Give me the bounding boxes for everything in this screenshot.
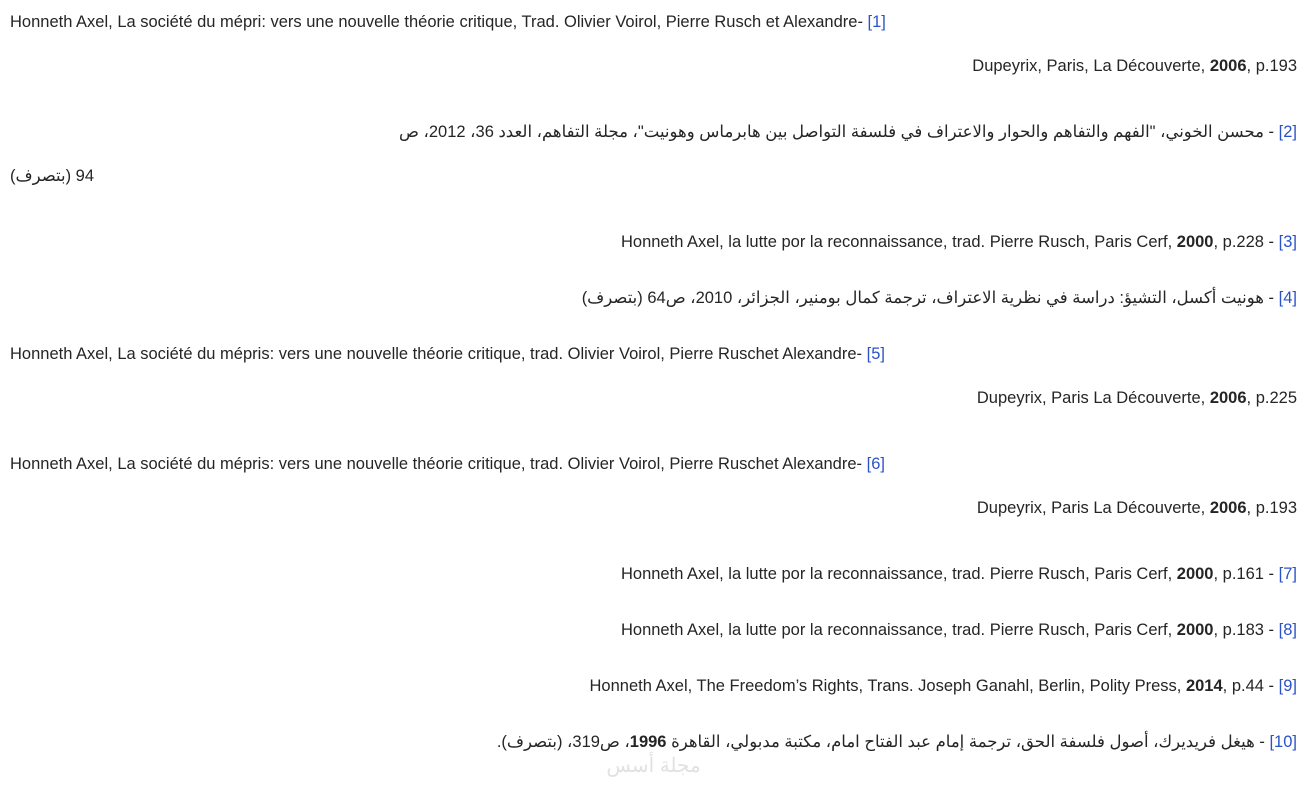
endnote-2-marker[interactable]: [2] (1278, 123, 1297, 141)
endnote-8-line-1 (10, 608, 1297, 652)
endnote-5-line-2 (10, 376, 1297, 420)
endnote-4 (10, 276, 1297, 320)
endnote-3-post: , p.228 (1213, 233, 1264, 251)
endnote-10-marker[interactable]: [10] (1269, 733, 1297, 751)
endnote-2-line2: 94 (بتصرف) (10, 167, 95, 185)
endnote-1-text: Honneth Axel, La société du mépri: vers une nouvelle théorie critique, Trad. Olivier Voirol, Pierre Rusch et Alexandre (10, 13, 858, 31)
endnote-3-dash: - (1268, 233, 1275, 251)
endnote-3-year: 2000 (1176, 233, 1214, 251)
endnote-9 (10, 664, 1297, 708)
note-gap (10, 652, 1297, 664)
endnote-6-line2-pre: Dupeyrix, Paris La Découverte, (976, 499, 1210, 517)
endnote-4-line-1 (10, 276, 1297, 320)
endnote-1 (10, 0, 1297, 88)
endnote-7-pre: Honneth Axel, la lutte por la reconnaissance, trad. Pierre Rusch, Paris Cerf, (620, 565, 1177, 583)
endnote-2-line-1 (10, 110, 1297, 154)
page-watermark: مجلة أسس (606, 755, 701, 777)
endnote-1-year: 2006 (1209, 57, 1247, 75)
endnote-2-text: محسن الخوني، "الفهم والتفاهم والحوار والاعتراف في فلسفة التواصل بين هابرماس وهونيت"، مجلة التفاهم، العدد 36، 2012، ص (399, 123, 1264, 141)
endnote-5-line-1 (10, 332, 1297, 376)
endnote-6 (10, 442, 1297, 530)
note-gap (10, 320, 1297, 332)
endnote-10-pre: هيغل فريديرك، أصول فلسفة الحق، ترجمة إمام عبد الفتاح امام، مكتبة مدبولي، القاهرة (666, 733, 1255, 751)
endnote-5-marker[interactable]: [5] (866, 345, 885, 363)
endnote-1-marker[interactable]: [1] (867, 13, 886, 31)
endnote-7-year: 2000 (1176, 565, 1214, 583)
endnote-6-line-2 (10, 486, 1297, 530)
endnote-5-text: Honneth Axel, La société du mépris: vers une nouvelle théorie critique, trad. Olivier Voirol, Pierre Ruschet Alexandre (10, 345, 857, 363)
note-gap (10, 530, 1297, 552)
endnote-3-pre: Honneth Axel, la lutte por la reconnaissance, trad. Pierre Rusch, Paris Cerf, (620, 233, 1177, 251)
note-gap (10, 264, 1297, 276)
endnote-3-line-1 (10, 220, 1297, 264)
endnote-1-line-1 (10, 0, 1297, 44)
endnote-9-pre: Honneth Axel, The Freedom’s Rights, Trans. Joseph Ganahl, Berlin, Polity Press, (589, 677, 1186, 695)
note-gap (10, 420, 1297, 442)
endnote-7-line-1 (10, 552, 1297, 596)
endnote-8-pre: Honneth Axel, la lutte por la reconnaissance, trad. Pierre Rusch, Paris Cerf, (620, 621, 1177, 639)
endnote-1-dash: - (857, 13, 863, 31)
endnote-10-dash: - (1259, 733, 1265, 751)
endnote-3 (10, 220, 1297, 264)
endnote-6-dash: - (856, 455, 863, 473)
endnote-1-line-2 (10, 44, 1297, 88)
endnote-1-line2-post: , p.193 (1246, 57, 1297, 75)
endnote-8-dash: - (1268, 621, 1275, 639)
endnote-5 (10, 332, 1297, 420)
endnote-9-year: 2014 (1185, 677, 1223, 695)
endnote-6-year: 2006 (1209, 499, 1247, 517)
note-gap (10, 708, 1297, 720)
endnote-9-marker[interactable]: [9] (1278, 677, 1297, 695)
endnote-2 (10, 110, 1297, 198)
endnote-2-line-2 (10, 154, 1297, 198)
endnote-7-post: , p.161 (1213, 565, 1264, 583)
endnote-9-post: , p.44 (1222, 677, 1264, 695)
endnote-6-line-1 (10, 442, 1297, 486)
note-gap (10, 596, 1297, 608)
endnote-4-dash: - (1268, 289, 1275, 307)
note-gap (10, 198, 1297, 220)
endnote-5-dash: - (856, 345, 863, 363)
endnote-4-text: هونيت أكسل، التشيؤ: دراسة في نظرية الاعتراف، ترجمة كمال بومنير، الجزائر، 2010، ص64 (بتصرف) (581, 289, 1264, 307)
endnote-9-line-1 (10, 664, 1297, 708)
endnote-6-marker[interactable]: [6] (866, 455, 885, 473)
endnote-5-line2-post: , p.225 (1246, 389, 1297, 407)
endnote-3-marker[interactable]: [3] (1278, 233, 1297, 251)
endnote-5-year: 2006 (1209, 389, 1247, 407)
endnote-8 (10, 608, 1297, 652)
endnote-5-line2-pre: Dupeyrix, Paris La Découverte, (976, 389, 1210, 407)
endnote-2-dash: - (1268, 123, 1275, 141)
endnote-1-line2-pre: Dupeyrix, Paris, La Découverte, (972, 57, 1210, 75)
endnote-6-text: Honneth Axel, La société du mépris: vers une nouvelle théorie critique, trad. Olivier Voirol, Pierre Ruschet Alexandre (10, 455, 857, 473)
endnote-7 (10, 552, 1297, 596)
endnote-6-line2-post: , p.193 (1246, 499, 1297, 517)
endnote-9-dash: - (1268, 677, 1275, 695)
endnote-10-year: 1996 (629, 733, 667, 751)
endnote-4-marker[interactable]: [4] (1278, 289, 1297, 307)
note-gap (10, 88, 1297, 110)
endnote-8-marker[interactable]: [8] (1278, 621, 1297, 639)
endnote-8-year: 2000 (1176, 621, 1214, 639)
endnote-8-post: , p.183 (1213, 621, 1264, 639)
endnote-10-post: ، ص319، (بتصرف). (496, 733, 630, 751)
endnote-7-dash: - (1268, 565, 1275, 583)
endnote-7-marker[interactable]: [7] (1278, 565, 1297, 583)
